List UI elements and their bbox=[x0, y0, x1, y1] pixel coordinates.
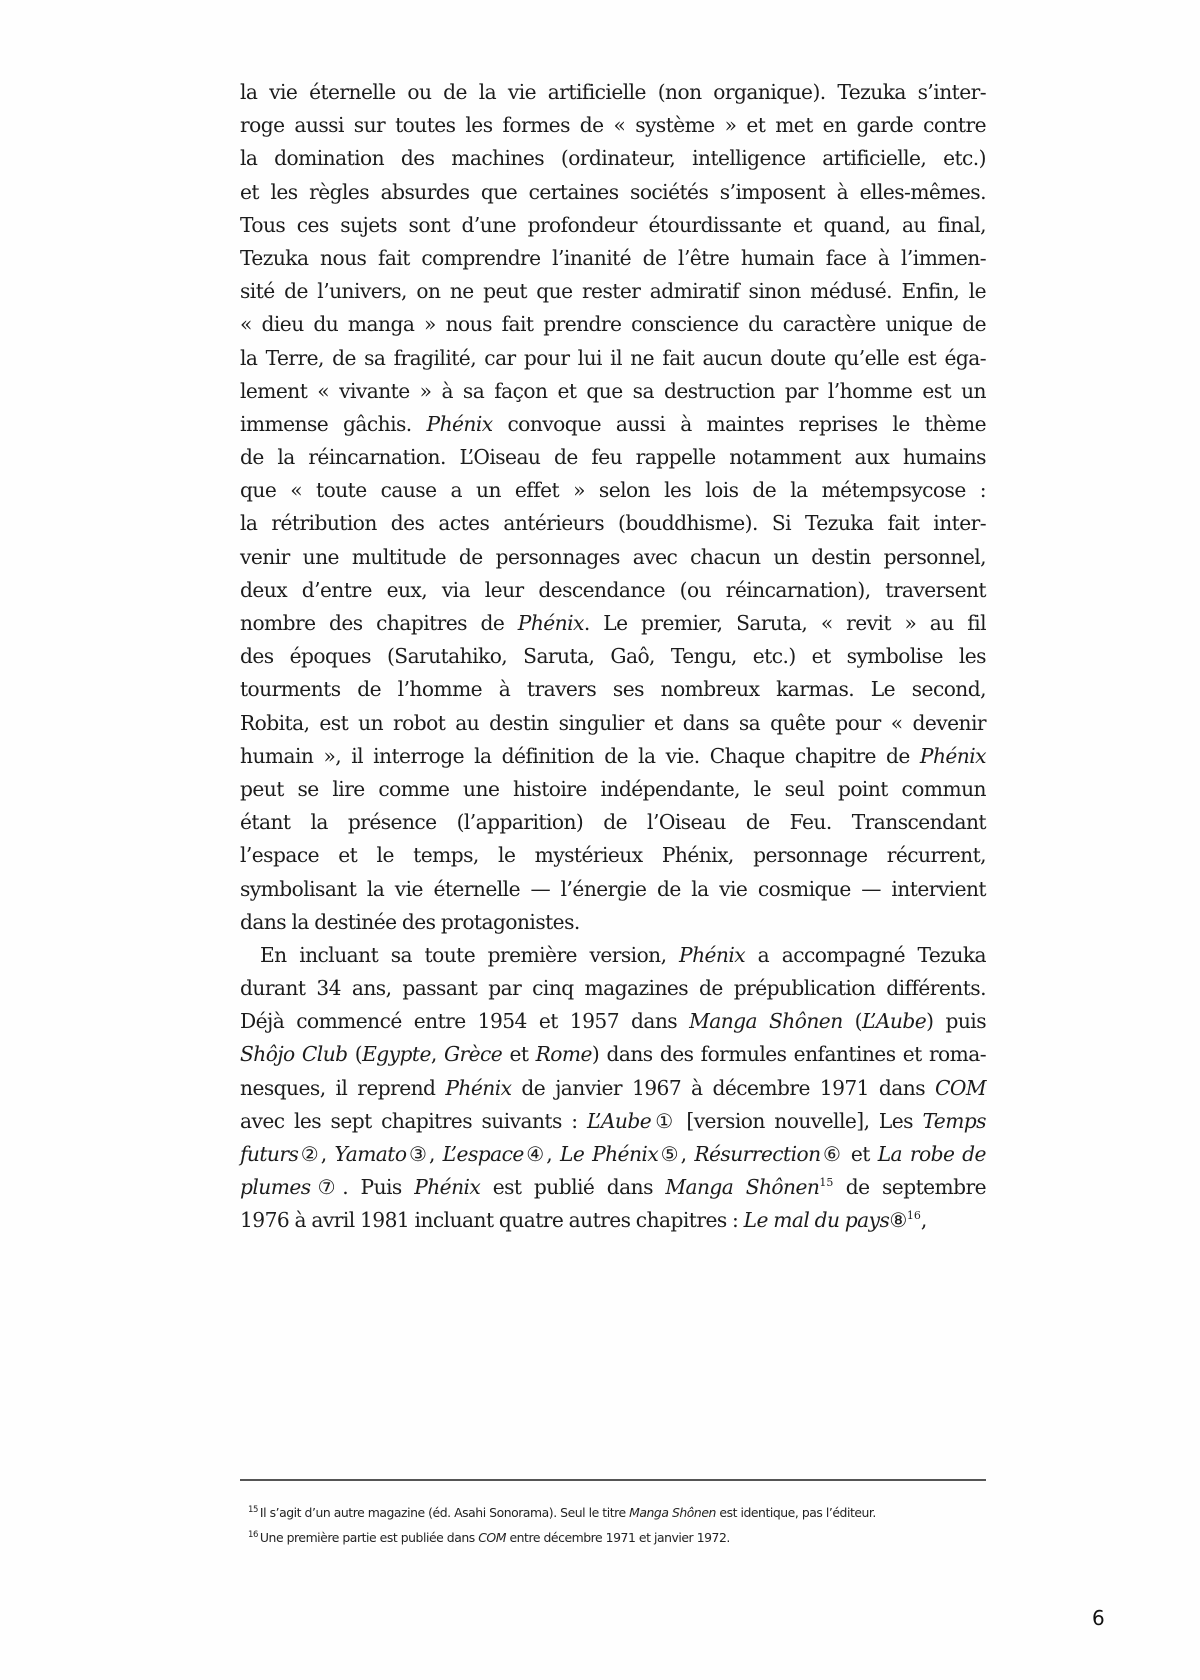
italic-title: Manga Shônen bbox=[629, 1505, 716, 1520]
text-line: durant 34 ans, passant par cinq magazines de prépublication différents. bbox=[240, 976, 986, 1001]
italic-title: Phénix bbox=[426, 411, 493, 436]
italic-title: Phénix bbox=[679, 942, 746, 967]
italic-title: Yamato bbox=[334, 1142, 407, 1166]
text-line: étant la présence (l’apparition) de l’Oiseau de Feu. Transcendant bbox=[240, 810, 986, 835]
text-line: dans la destinée des protagonistes. bbox=[240, 909, 580, 934]
text-line: Tezuka nous fait comprendre l’inanité de l’être humain face à l’immen- bbox=[240, 245, 986, 270]
italic-title: Shôjo Club bbox=[240, 1042, 348, 1067]
italic-title: Le Phénix bbox=[559, 1142, 659, 1166]
text-line: peut se lire comme une histoire indépendante, le seul point commun bbox=[240, 776, 986, 801]
footnote-16: $^{16}$ Une première partie est publiée dans COM entre décembre 1971 et janvier 1972. bbox=[248, 1530, 730, 1545]
text-line: nombre des chapitres de Phénix. Le premier, Saruta, « revit » au fil bbox=[240, 611, 986, 635]
italic-title: Egypte bbox=[362, 1042, 431, 1067]
italic-title: Manga Shônen bbox=[665, 1175, 820, 1200]
italic-title: Grèce bbox=[443, 1042, 503, 1067]
footnote-ref-16[interactable]: 16 bbox=[906, 1209, 921, 1223]
text-line: la rétribution des actes antérieurs (bouddhisme). Si Tezuka fait inter- bbox=[240, 511, 986, 536]
italic-title: Phénix bbox=[919, 743, 986, 768]
text-line: avec les sept chapitres suivants : L’Aube① [version nouvelle], Les Temps bbox=[240, 1108, 986, 1133]
footnote-15: $^{15}$ Il s’agit d’un autre magazine (éd. Asahi Sonorama). Seul le titre Manga Shônen est identique, pas l’éditeur. bbox=[248, 1505, 876, 1520]
text-line: la Terre, de sa fragilité, car pour lui il ne fait aucun doute qu’elle est éga- bbox=[240, 345, 986, 370]
italic-title: La robe de bbox=[877, 1142, 986, 1166]
text-line: l’espace et le temps, le mystérieux Phénix, personnage récurrent, bbox=[240, 843, 986, 868]
text-line: plumes⑦. Puis Phénix est publié dans Manga Shônen$^{15}$ de septembre bbox=[240, 1175, 986, 1200]
footnote-marker: 15 bbox=[248, 1505, 258, 1515]
text-line: nesques, il reprend Phénix de janvier 1967 à décembre 1971 dans COM bbox=[240, 1075, 986, 1100]
text-line: des époques (Sarutahiko, Saruta, Gaô, Tengu, etc.) et symbolise les bbox=[240, 644, 986, 669]
italic-title: Phénix bbox=[517, 611, 584, 635]
italic-title: Phénix bbox=[445, 1075, 512, 1100]
text-line: symbolisant la vie éternelle — l’énergie de la vie cosmique — intervient bbox=[240, 876, 986, 901]
text-line: deux d’entre eux, via leur descendance (ou réincarnation), traversent bbox=[240, 577, 986, 602]
text-line: 1976 à avril 1981 incluant quatre autres chapitres : Le mal du pays⑧$^{16}$, bbox=[240, 1208, 927, 1233]
text-line: Robita, est un robot au destin singulier et dans sa quête pour « devenir bbox=[240, 710, 986, 735]
page-number: 6 bbox=[1092, 1606, 1105, 1630]
italic-title: COM bbox=[478, 1530, 506, 1545]
text-line: venir une multitude de personnages avec chacun un destin personnel, bbox=[240, 544, 986, 569]
italic-title: Temps bbox=[922, 1108, 986, 1133]
italic-title: L’Aube bbox=[587, 1108, 652, 1133]
italic-title: Manga Shônen bbox=[689, 1009, 843, 1034]
italic-title: L’espace bbox=[442, 1142, 524, 1166]
text-line: futurs②, Yamato③, L’espace④, Le Phénix⑤, Résurrection⑥ et La robe de bbox=[240, 1142, 986, 1166]
footnote-divider bbox=[240, 1479, 986, 1481]
text-line: la vie éternelle ou de la vie artificielle (non organique). Tezuka s’inter- bbox=[240, 80, 986, 104]
italic-title: plumes bbox=[240, 1175, 311, 1200]
italic-title: COM bbox=[934, 1075, 986, 1100]
text-line: de la réincarnation. L’Oiseau de feu rappelle notamment aux humains bbox=[240, 445, 986, 470]
footnote-marker: 16 bbox=[248, 1530, 258, 1540]
text-line: lement « vivante » à sa façon et que sa destruction par l’homme est un bbox=[240, 378, 986, 403]
text-line: que « toute cause a un effet » selon les lois de la métempsycose : bbox=[240, 478, 986, 503]
text-line: humain », il interroge la définition de la vie. Chaque chapitre de Phénix bbox=[240, 743, 986, 768]
text-line: la domination des machines (ordinateur, intelligence artificielle, etc.) bbox=[240, 146, 986, 171]
text-line: « dieu du manga » nous fait prendre conscience du caractère unique de bbox=[240, 312, 986, 337]
text-line: tourments de l’homme à travers ses nombreux karmas. Le second, bbox=[240, 677, 986, 702]
italic-title: Le mal du pays bbox=[743, 1208, 890, 1233]
italic-title: Résurrection bbox=[694, 1142, 821, 1166]
text-line: Shôjo Club (Egypte, Grèce et Rome) dans des formules enfantines et roma- bbox=[240, 1042, 987, 1067]
text-line: En incluant sa toute première version, Phénix a accompagné Tezuka bbox=[260, 942, 986, 967]
text-line: Tous ces sujets sont d’une profondeur étourdissante et quand, au final, bbox=[240, 212, 986, 237]
footnote-ref-15[interactable]: 15 bbox=[819, 1176, 834, 1190]
italic-title: Rome bbox=[535, 1042, 592, 1067]
footnotes bbox=[248, 1500, 988, 1550]
text-line: roge aussi sur toutes les formes de « système » et met en garde contre bbox=[240, 113, 986, 138]
text-line: Déjà commencé entre 1954 et 1957 dans Manga Shônen (L’Aube) puis bbox=[240, 1009, 987, 1034]
italic-title: L’Aube bbox=[862, 1009, 927, 1034]
text-line: immense gâchis. Phénix convoque aussi à maintes reprises le thème bbox=[240, 411, 986, 436]
text-line: sité de l’univers, on ne peut que rester admiratif sinon médusé. Enfin, le bbox=[240, 279, 986, 304]
body-text bbox=[240, 76, 986, 1238]
italic-title: Phénix bbox=[414, 1175, 481, 1200]
italic-title: futurs bbox=[240, 1142, 299, 1166]
text-line: et les règles absurdes que certaines sociétés s’imposent à elles-mêmes. bbox=[240, 179, 986, 204]
